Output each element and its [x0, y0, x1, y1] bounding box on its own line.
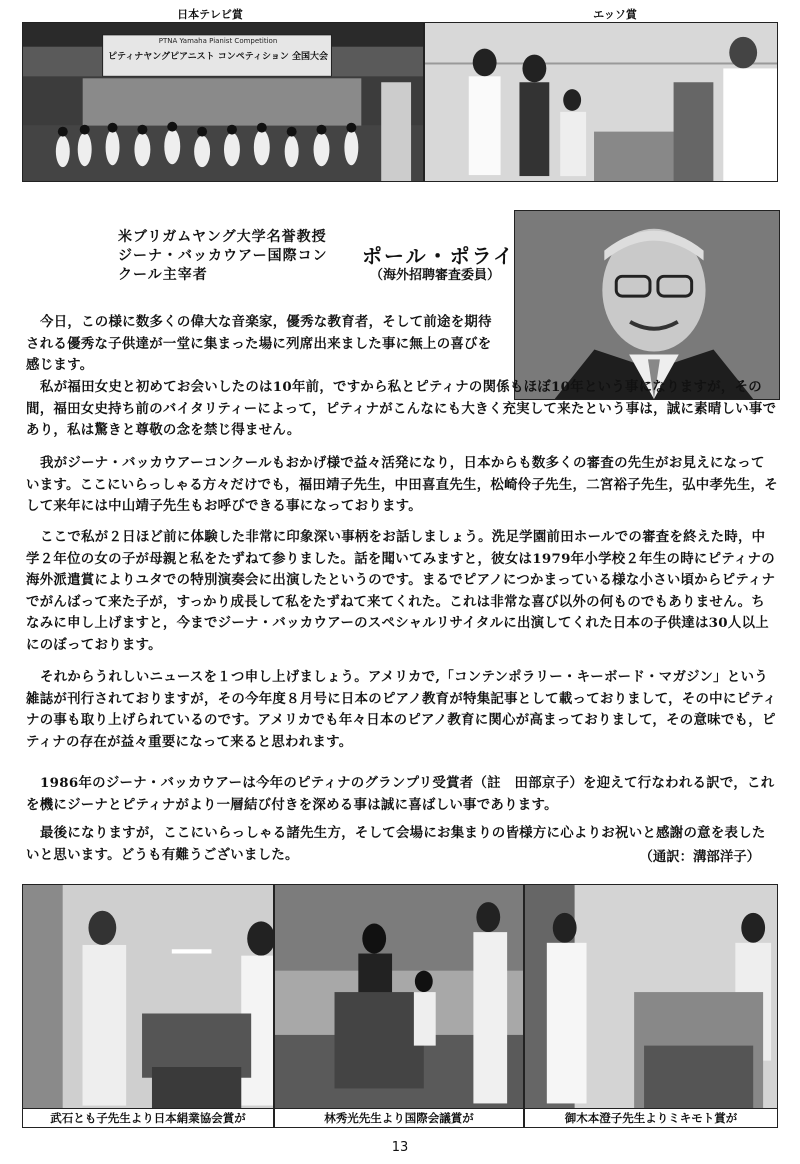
photo-esso-award: [424, 22, 778, 182]
photo-award-congress: [274, 884, 524, 1128]
paragraph-7: 最後になりますが，ここにいらっしゃる諸先生方，そして会場にお集まりの皆様方に心よりお祝いと感謝の意を表したいと思います。どうも有難うございました。: [26, 825, 766, 863]
affiliation-line-3: クール主宰者: [118, 267, 208, 283]
photo-caption-esso: エッソ賞: [593, 8, 637, 21]
banner-line-2: ピティナヤングピアニスト コンペティション 全国大会: [108, 52, 328, 62]
affiliation-line-2: ジーナ・バッカウアー国際コン: [118, 248, 328, 264]
affiliation-line-1: 米ブリガムヤング大学名誉教授: [118, 229, 327, 245]
paragraph-1: 今日，この様に数多くの偉大な音楽家，優秀な教育者，そして前途を期待される優秀な子供達が一堂に集まった場に列席出来ました事に無上の喜びを感じます。: [26, 314, 492, 374]
photo-stage-ceremony: [22, 22, 424, 182]
author-name: ポール・ポライ: [362, 244, 515, 268]
translator-credit: （通訳：溝部洋子）: [639, 849, 760, 865]
paragraph-3: 我がジーナ・バッカウアーコンクールもおかげ様で益々活発になり，日本からも数多くの審査の先生がお見えになっています。ここにいらっしゃる方々だけでも，福田靖子先生，中田喜直先生，松崎伶子先生，二宮裕子先生，弘中孝先生，そして来年には中山靖子先生もお呼びできる事になっております。: [26, 455, 778, 515]
photo-caption-ntv: 日本テレビ賞: [177, 8, 243, 21]
paragraph-6: 1986年のジーナ・バッカウアーは今年のピティナのグランプリ受賞者（註 田部京子）を迎えて行なわれる訳で，これを機にジーナとピティナがより一層結び付きを深める事は誠に喜ばしい事であります。: [26, 775, 775, 813]
caption-mikimoto-award: 御木本澄子先生よりミキモト賞が: [525, 1108, 777, 1127]
caption-silk-award: 武石とも子先生より日本絹業協会賞が: [23, 1108, 273, 1127]
banner-line-1: PTNA Yamaha Pianist Competition: [158, 37, 278, 45]
paragraph-4: ここで私が２日ほど前に体験した非常に印象深い事柄をお話しましょう。洗足学園前田ホールでの審査を終えた時，中学２年位の女の子が母親と私をたずねて参りました。話を聞いてみますと，彼女は1979年小学校２年生の時にピティナの海外派遣賞によりユタでの特別演奏会に出演したというのです。まるでピアノにつかまっている様な小さい頃からピティナでがんばって来た子が，すっかり成長して私をたずねて来てくれた。これは非常な喜び以外の何ものでもありません。ちなみに申し上げますと，今までジーナ・バッカウアーのスペシャルリサイタルに出演してくれた日本の子供達は30人以上にのぼっております。: [26, 529, 776, 653]
page-number: 13: [391, 1140, 409, 1155]
photo-award-mikimoto: [524, 884, 778, 1128]
paragraph-2: 私が福田女史と初めてお会いしたのは10年前，ですから私とピティナの関係もほぼ10年という事になりますが，その間，福田女史持ち前のバイタリティーによって，ピティナがこんなにも大きく充実して来たという事は，誠に素晴しい事であり，私は驚きと尊敬の念を禁じ得ません。: [26, 379, 777, 439]
author-affiliation: [118, 228, 348, 285]
caption-congress-award: 林秀光先生より国際会議賞が: [275, 1108, 523, 1127]
portrait-paul-pollei: [514, 210, 780, 400]
paragraph-5: それからうれしいニュースを１つ申し上げましょう。アメリカで,「コンテンポラリー・キーボード・マガジン」という雑誌が刊行されておりますが，その今年度８月号に日本のピアノ教育が特集記事として載っておりまして，その中にピティナの事も取り上げられているのです。アメリカでも年々日本のピアノ教育に関心が高まっておりまして，その意味でも，ピティナの存在が益々重要になって来ると思われます。: [26, 669, 777, 750]
author-role: （海外招聘審査委員）: [370, 268, 501, 283]
photo-award-silk: [22, 884, 274, 1128]
